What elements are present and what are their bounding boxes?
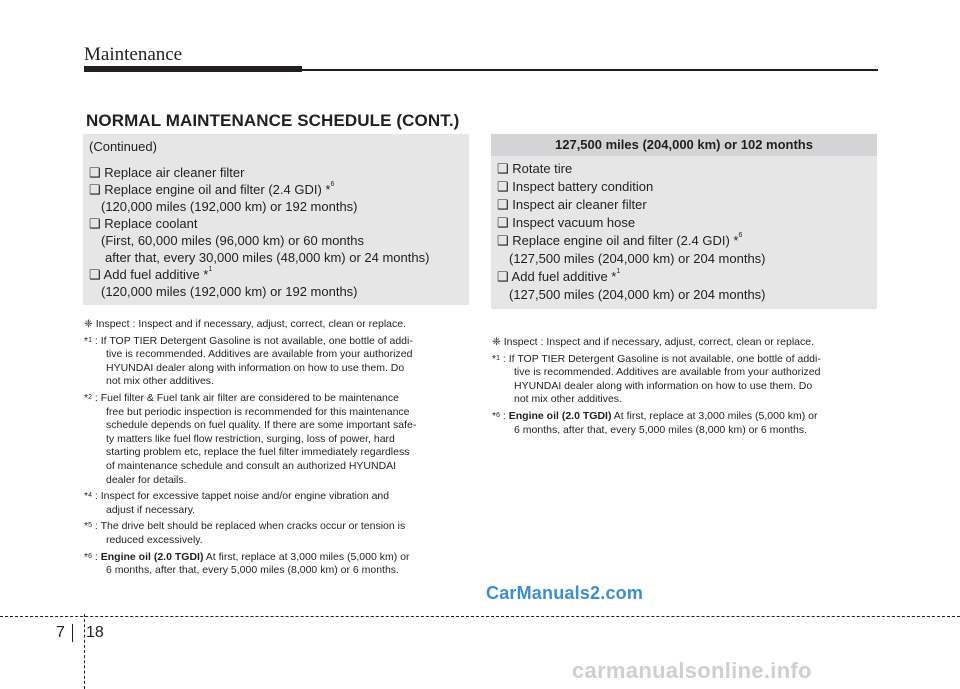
box-line [497,269,620,285]
inspect-note: ❈ Inspect : Inspect and if necessary, adjust, correct, clean or replace. [492,336,815,348]
footer-rule [0,616,960,618]
footnote-text: free but periodic inspection is recommended for this maintenance [106,405,410,418]
footnote-text: At first, replace at 3,000 miles (5,000 km) or [611,409,818,422]
footnote-text: : Fuel filter & Fuel tank air filter are considered to be maintenance [94,391,399,404]
box-line: (First, 60,000 miles (96,000 km) or 60 months [101,233,364,248]
left-schedule-box [83,134,469,305]
footnote-1: *$^1$ : If TOP TIER Detergent Gasoline is not available, one bottle of addi- [492,352,821,365]
footnote-text: ty matters like fuel flow restriction, surging, loss of power, hard [106,432,395,445]
footnote-text: not mix other additives. [514,393,622,406]
footnote-text: not mix other additives. [106,375,214,388]
box-line: (Continued) [89,139,157,154]
box-line-text: ❑ Add fuel additive * [89,267,209,282]
footnote-text: starting problem etc, replace the fuel filter immediately regardless [106,446,410,459]
footnote-text: reduced excessively. [106,533,203,546]
box-line: (120,000 miles (192,000 km) or 192 months) [101,199,358,214]
page-number-divider [72,624,73,642]
footnote-text: At first, replace at 3,000 miles (5,000 km) or [203,550,410,563]
footnote-bold: Engine oil (2.0 TGDI) [100,550,204,563]
footnote-text: HYUNDAI dealer along with information on how to use them. Do [106,361,405,374]
footnote-marker: 6 [88,552,92,560]
box-line: ❑ Replace coolant [89,216,198,231]
section-number: 7 [56,624,65,641]
box-line: ❑ Inspect vacuum hose [497,215,636,230]
footnote-2: *$^2$ : Fuel filter & Fuel tank air filter are considered to be maintenance [84,391,399,404]
footnote-text: dealer for details. [106,473,187,486]
box-line [89,267,212,283]
box-line: ❑ Replace air cleaner filter [89,165,245,180]
box-line: ❑ Inspect air cleaner filter [497,197,647,212]
watermark-link[interactable]: CarManuals2.com [486,583,644,603]
section-title: NORMAL MAINTENANCE SCHEDULE (CONT.) [86,111,460,130]
footnote-marker: 5 [88,522,92,530]
box-line: ❑ Inspect battery condition [497,179,654,194]
footnote-text: : If TOP TIER Detergent Gasoline is not available, one bottle of addi- [502,352,821,365]
footnote-text: HYUNDAI dealer along with information on how to use them. Do [514,379,813,392]
box-line [497,233,742,249]
footnote-marker: 6 [738,232,743,239]
box-line: (127,500 miles (204,000 km) or 204 months) [509,251,766,266]
footnote-text: : The drive belt should be replaced when cracks occur or tension is [94,520,406,533]
header-title: Maintenance [84,44,183,65]
right-footnotes [492,336,878,437]
header-rule-thin [302,69,878,71]
box-line-text: ❑ Replace engine oil and filter (2.4 GDI) * [497,233,739,248]
footnote-bold: Engine oil (2.0 TGDI) [508,409,612,422]
footnote-6: *$^6$ : Engine oil (2.0 TGDI) At first, replace at 3,000 miles (5,000 km) or [492,409,818,422]
footnote-text: adjust if necessary. [106,503,196,516]
footnote-marker: 1 [496,354,500,362]
footnote-marker: 1 [616,268,621,275]
footnote-text: 6 months, after that, every 5,000 miles (8,000 km) or 6 months. [514,423,807,436]
footnote-marker: 2 [88,393,92,401]
left-footnotes [84,318,470,578]
footnote-text: : Inspect for excessive tappet noise and/or engine vibration and [94,490,390,503]
header-rule-dark [84,66,302,72]
inspect-note: ❈ Inspect : Inspect and if necessary, adjust, correct, clean or replace. [84,318,407,330]
footnote-1: *$^1$ : If TOP TIER Detergent Gasoline is not available, one bottle of addi- [84,334,413,347]
site-watermark-link[interactable]: carmanualsonline.info [572,658,812,683]
box-line: after that, every 30,000 miles (48,000 km) or 24 months) [105,250,430,265]
footnote-text: tive is recommended. Additives are available from your authorized [514,366,821,379]
footnote-text: 6 months, after that, every 5,000 miles (8,000 km) or 6 months. [106,564,399,577]
footnote-marker: 1 [208,266,213,273]
footnote-marker: 1 [88,336,92,344]
footnote-text: schedule depends on fuel quality. If there are some important safe- [106,419,417,432]
footnote-text: tive is recommended. Additives are available from your authorized [106,348,413,361]
footnote-text: of maintenance schedule and consult an authorized HYUNDAI [106,459,397,472]
right-schedule-box [491,156,877,309]
box-line: (120,000 miles (192,000 km) or 192 months) [101,284,358,299]
box-line-text: ❑ Add fuel additive * [497,269,617,284]
footnote-marker: 4 [88,492,92,500]
footnote-6: *$^6$ : Engine oil (2.0 TGDI) At first, replace at 3,000 miles (5,000 km) or [84,550,410,563]
footnote-5: *$^5$ : The drive belt should be replaced when cracks occur or tension is [84,520,406,533]
box-line: ❑ Rotate tire [497,161,573,176]
box-line-text: ❑ Replace engine oil and filter (2.4 GDI) * [89,182,331,197]
footnote-text: : If TOP TIER Detergent Gasoline is not available, one bottle of addi- [94,334,413,347]
right-box-heading: 127,500 miles (204,000 km) or 102 months [491,134,877,156]
box-line [89,182,334,198]
footnote-4: *$^4$ : Inspect for excessive tappet noise and/or engine vibration and [84,490,390,503]
footnote-marker: 6 [496,411,500,419]
box-line: (127,500 miles (204,000 km) or 204 months) [509,287,766,302]
footnote-marker: 6 [330,181,335,188]
page-number: 18 [86,624,104,641]
